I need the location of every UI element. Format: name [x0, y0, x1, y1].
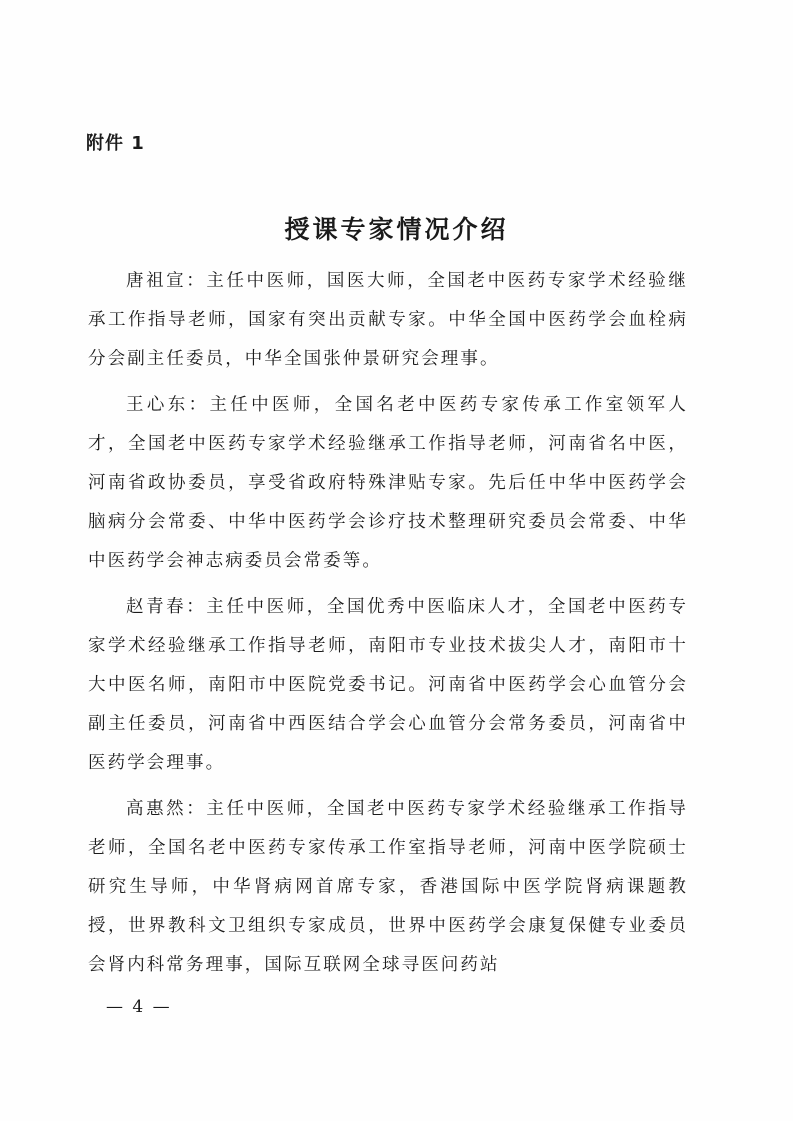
paragraph-zhao-qingchun: 赵青春：主任中医师，全国优秀中医临床人才，全国老中医药专家学术经验继承工作指导老师，南阳市专业技术拔尖人才，南阳市十大中医名师，南阳市中医院党委书记。河南省中医药学会心血管分会副主任委员，河南省中西医结合学会心血管分会常务委员，河南省中医药学会理事。 — [88, 596, 688, 774]
paragraph-tang-zuxuan: 唐祖宣：主任中医师，国医大师，全国老中医药专家学术经验继承工作指导老师，国家有突出贡献专家。中华全国中医药学会血栓病分会副主任委员，中华全国张仲景研究会理事。 — [88, 271, 688, 370]
paragraph-wang-xindong: 王心东：主任中医师，全国名老中医药专家传承工作室领军人才，全国老中医药专家学术经验继承工作指导老师，河南省名中医，河南省政协委员，享受省政府特殊津贴专家。先后任中华中医药学会脑病分会常委、中华中医药学会诊疗技术整理研究委员会常委、中华中医药学会神志病委员会常委等。 — [88, 394, 688, 572]
document-title: 授课专家情况介绍 — [284, 215, 509, 244]
attachment-label: 附件 1 — [86, 133, 145, 154]
document-body — [88, 262, 688, 992]
page-number: — 4 — — [106, 997, 172, 1017]
paragraph-gao-huiran: 高惠然：主任中医师，全国老中医药专家学术经验继承工作指导老师，全国名老中医药专家传承工作室指导老师，河南中医学院硕士研究生导师，中华肾病网首席专家，香港国际中医学院肾病课题教授，世界教科文卫组织专家成员，世界中医药学会康复保健专业委员会肾内科常务理事，国际互联网全球寻医问药站 — [88, 798, 688, 976]
